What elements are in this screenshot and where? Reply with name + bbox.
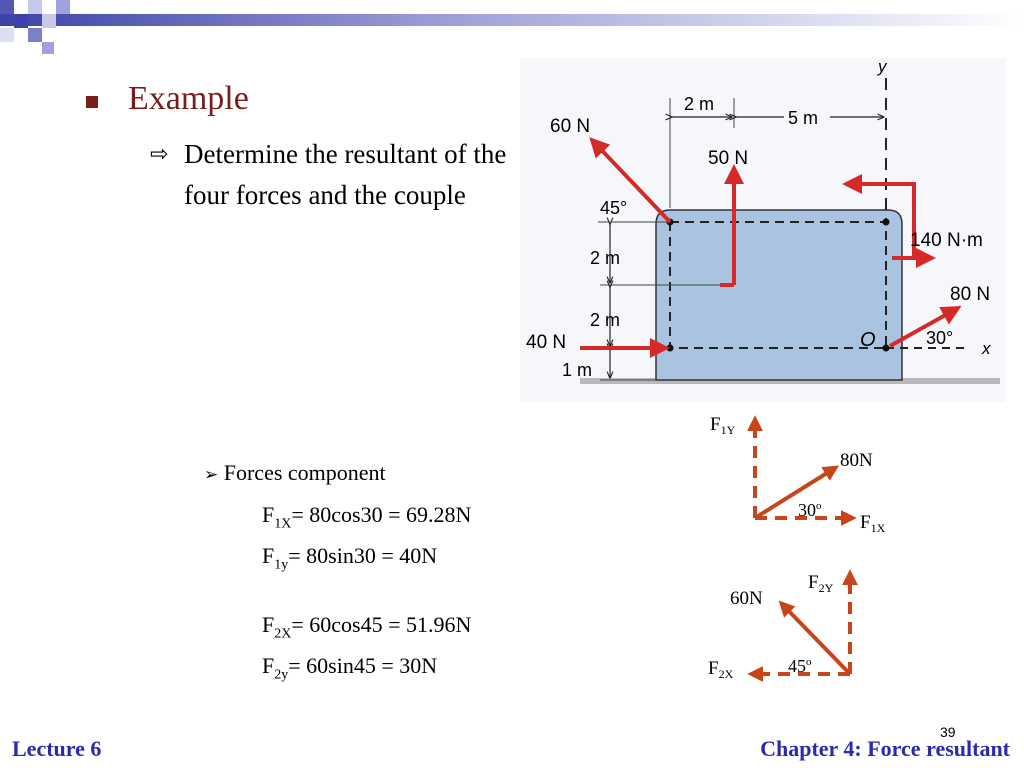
deco-square xyxy=(0,0,14,14)
f1x-label: $F_{1X}$ xyxy=(860,512,886,535)
deco-square xyxy=(56,0,70,14)
subpoint-text: Determine the resultant of the four forces and the couple xyxy=(184,139,507,210)
point-b xyxy=(883,219,890,226)
footer-lecture: Lecture 6 xyxy=(12,736,102,761)
force-60n-text: 60N xyxy=(730,588,763,609)
deco-square xyxy=(0,28,14,42)
equation-f2y: $F_{2y}= 60\sin 45 = 30N$ xyxy=(262,653,438,683)
couple-label: 140 N·m xyxy=(910,230,983,251)
components-header-text: Forces component xyxy=(223,460,386,485)
vector-diagram-2 xyxy=(700,562,880,692)
angle-30-text: 30$^o$ xyxy=(798,500,822,520)
f2y-label: $F_{2Y}$ xyxy=(808,572,834,595)
point-c xyxy=(667,345,674,352)
deco-square xyxy=(28,0,42,14)
equation-f1x: $F_{1X}= 80\cos 30 = 69.28N$ xyxy=(262,502,472,532)
dim-1m-label: 1 m xyxy=(562,360,593,380)
force-80n-vector xyxy=(755,468,835,518)
force-80n-text: 80N xyxy=(840,450,873,471)
force-40n-label: 40 N xyxy=(526,332,567,353)
plate xyxy=(656,210,902,380)
f2x-label: $F_{2X}$ xyxy=(708,658,734,681)
dim-5m-label: 5 m xyxy=(788,108,819,128)
hollow-arrow-bullet-icon: ⇨ xyxy=(150,142,169,167)
dim-2m-b-label: 2 m xyxy=(590,310,621,330)
equation-f1y: $F_{1y}= 80\sin 30 = 40N$ xyxy=(262,543,438,573)
origin-point xyxy=(883,345,890,352)
footer-chapter: Chapter 4: Force resultant xyxy=(760,736,1010,761)
equation-f2x: $F_{2X}= 60\cos 45 = 51.96N$ xyxy=(262,612,472,642)
x-axis-label: x xyxy=(982,339,991,358)
deco-square xyxy=(14,14,28,28)
dim-2m-a-label: 2 m xyxy=(590,248,621,268)
angle-45-label: 45° xyxy=(600,198,628,218)
deco-square xyxy=(28,28,42,42)
heading-bullet xyxy=(86,96,98,108)
origin-label: O xyxy=(860,329,876,351)
subpoint xyxy=(150,134,540,216)
vector-diagram-1 xyxy=(700,408,910,548)
angle-30-label: 30° xyxy=(926,328,954,348)
deco-square xyxy=(42,14,56,28)
dim-2m-top-label: 2 m xyxy=(684,94,715,114)
page-number: 39 xyxy=(940,724,956,740)
deco-square xyxy=(42,42,54,54)
y-axis-label: y xyxy=(878,58,887,76)
force-80n-label: 80 N xyxy=(950,284,991,305)
slide-heading: Example xyxy=(128,80,249,117)
angle-45-text: 45$^o$ xyxy=(788,656,812,676)
force-50n-label: 50 N xyxy=(708,148,749,169)
f1y-label: $F_{1Y}$ xyxy=(710,414,736,437)
arrowhead-bullet-icon: ➢ xyxy=(204,465,219,485)
force-60n-label: 60 N xyxy=(550,116,591,137)
force-system-figure xyxy=(520,58,1006,402)
components-header xyxy=(204,460,386,486)
title-gradient-bar xyxy=(0,14,1024,26)
